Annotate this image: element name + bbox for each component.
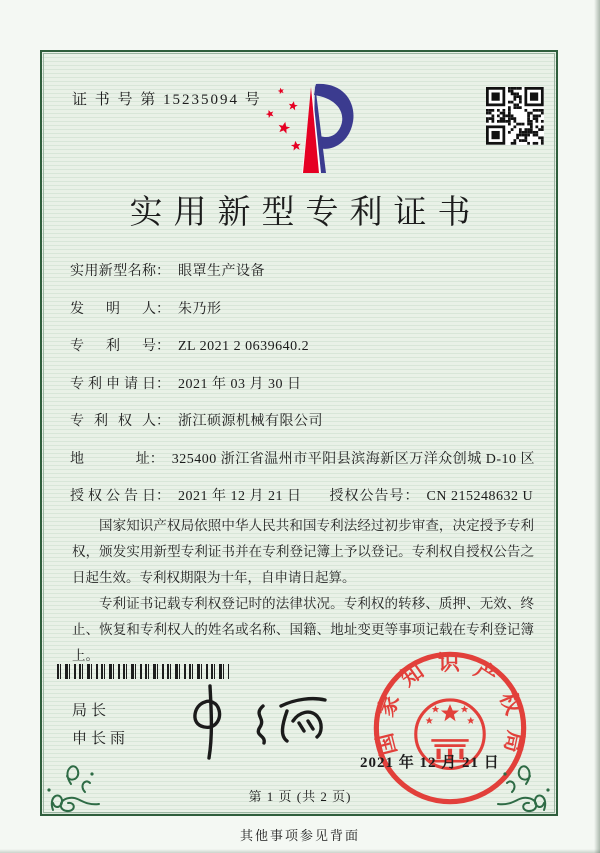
field-row	[70, 260, 535, 298]
field-row	[70, 373, 535, 411]
body-paragraph: 专利证书记载专利权登记时的法律状况。专利权的转移、质押、无效、终止、恢复和专利权人的姓名或名称、国籍、地址变更等事项记载在专利登记簿上。	[72, 595, 534, 663]
scan-edge-shadow	[594, 0, 600, 853]
field-colon: ：	[404, 489, 419, 504]
field-label: 实用新型名称	[70, 264, 156, 279]
field-colon: ：	[156, 414, 170, 429]
officer-name: 申长雨	[72, 730, 130, 747]
corner-flourish-icon	[41, 752, 101, 814]
officer-title: 局长	[72, 702, 111, 719]
body-paragraph: 国家知识产权局依照中华人民共和国专利法经过初步审查，决定授予专利权，颁发实用新型专利证书并在专利登记簿上予以登记。专利权自授权公告之日起生效。专利权期限为十年，自申请日起算。	[72, 518, 534, 585]
field-colon: ：	[149, 451, 164, 467]
field-value: ZL 2021 2 0639640.2	[178, 339, 310, 354]
certificate-number: 证 书 号 第 15235094 号	[72, 92, 262, 108]
field-label: 专利权人	[70, 414, 156, 429]
grant-number-pair	[330, 485, 534, 505]
corner-flourish-icon	[496, 752, 556, 814]
qr-finder-bottom-left	[486, 125, 505, 144]
field-value: CN 215248632 U	[426, 489, 534, 504]
qr-finder-top-right	[524, 87, 543, 106]
signature	[175, 676, 335, 768]
scan-edge-shadow	[0, 849, 600, 853]
field-colon: ：	[156, 489, 170, 504]
field-label: 专利申请日	[70, 376, 156, 392]
qr-finder-top-left	[486, 87, 505, 106]
field-row	[70, 335, 535, 373]
field-label: 授权公告号	[329, 489, 405, 504]
back-note: 其他事项参见背面	[239, 828, 360, 843]
field-label: 授权公告日	[70, 489, 156, 504]
field-colon: ：	[156, 301, 170, 317]
page-number: 第 1 页 (共 2 页)	[248, 789, 352, 804]
certificate-title: 实用新型专利证书	[129, 195, 482, 231]
qr-code	[486, 87, 544, 145]
field-row	[70, 298, 535, 336]
field-row	[70, 448, 535, 486]
field-label: 专利号	[70, 339, 156, 354]
field-value: 2021 年 12 月 21 日	[178, 489, 302, 504]
field-colon: ：	[156, 264, 170, 279]
field-value: 2021 年 03 月 30 日	[178, 376, 302, 392]
field-value: 325400 浙江省温州市平阳县滨海新区万洋众创城 D-10 区	[171, 451, 535, 467]
seal-text: 国家知识产权局	[372, 650, 528, 758]
field-rows	[70, 260, 535, 523]
field-row	[70, 410, 535, 448]
patent-logo-icon	[250, 80, 355, 180]
seal-date: 2021 年 12 月 21 日	[360, 755, 500, 771]
field-label: 发明人	[70, 301, 156, 317]
field-colon: ：	[156, 339, 170, 354]
field-colon: ：	[156, 376, 170, 392]
field-label: 地址	[70, 451, 150, 467]
field-value: 朱乃形	[178, 301, 222, 317]
field-value: 眼罩生产设备	[178, 264, 265, 279]
field-value: 浙江硕源机械有限公司	[178, 414, 323, 429]
